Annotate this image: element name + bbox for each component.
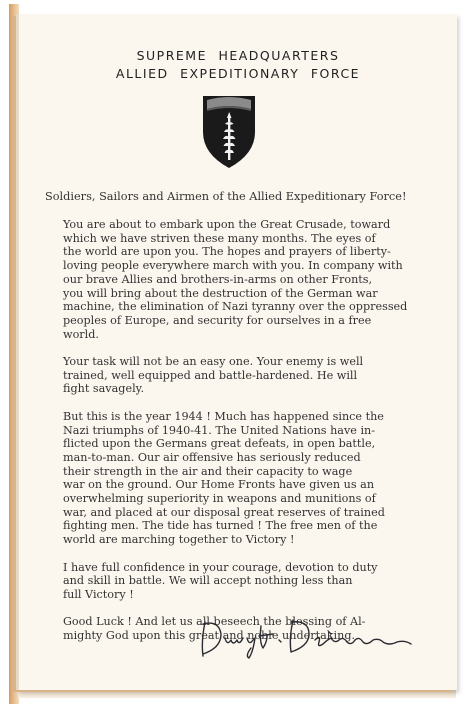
text-line: Nazi triumphs of 1940-41. The United Nations have in- (63, 423, 376, 437)
order-of-the-day-body (63, 218, 433, 656)
header-line-1: SUPREME HEADQUARTERS (136, 48, 340, 63)
text-line: you will bring about the destruction of the German war (63, 286, 378, 300)
text-line: fight savagely. (63, 382, 145, 396)
greeting-line: Soldiers, Sailors and Airmen of the Allied Expeditionary Force! (45, 190, 407, 203)
text-line: fighting men. The tide has turned ! The free men of the (63, 519, 378, 533)
text-line: their strength in the air and their capacity to wage (63, 464, 353, 478)
text-line: man-to-man. Our air offensive has seriously reduced (63, 450, 361, 464)
text-line: mighty God upon this great and noble undertaking. (63, 629, 356, 643)
text-line: full Victory ! (63, 587, 134, 601)
text-line: the world are upon you. The hopes and prayers of liberty- (63, 245, 391, 259)
page-bottom-edge (18, 690, 456, 698)
text-line: overwhelming superiority in weapons and munitions of (63, 492, 376, 506)
text-line: loving people everywhere march with you. In company with (63, 259, 403, 273)
text-line: world. (63, 327, 99, 341)
text-line: peoples of Europe, and security for ourselves in a free (63, 313, 372, 327)
handwritten-signature (197, 612, 417, 660)
text-line: Good Luck ! And let us all beseech the blessing of Al- (63, 615, 366, 629)
text-line: and skill in battle. We will accept nothing less than (63, 574, 353, 588)
text-line: machine, the elimination of Nazi tyranny over the oppressed (63, 300, 408, 314)
text-line: world are marching together to Victory ! (63, 533, 295, 547)
text-line: which we have striven these many months. The eyes of (63, 231, 376, 245)
paragraph (63, 355, 433, 396)
text-line: flicted upon the Germans great defeats, in open battle, (63, 437, 376, 451)
text-line: our brave Allies and brothers-in-arms on other Fronts, (63, 272, 373, 286)
text-line: war on the ground. Our Home Fronts have given us an (63, 478, 375, 492)
text-line: You are about to embark upon the Great Crusade, toward (63, 218, 391, 231)
document-page (18, 14, 457, 690)
shaef-shield-icon (200, 92, 258, 170)
text-line: I have full confidence in your courage, devotion to duty (63, 560, 378, 574)
text-line: But this is the year 1944 ! Much has happened since the (63, 409, 384, 423)
paragraph (63, 561, 433, 602)
paragraph (63, 218, 433, 341)
text-line: war, and placed at our disposal great reserves of trained (63, 505, 385, 519)
header-line-2: ALLIED EXPEDITIONARY FORCE (115, 66, 361, 81)
paragraph (63, 410, 433, 547)
text-line: Your task will not be an easy one. Your enemy is well (63, 355, 364, 369)
text-line: trained, well equipped and battle-hardened. He will (63, 368, 358, 382)
